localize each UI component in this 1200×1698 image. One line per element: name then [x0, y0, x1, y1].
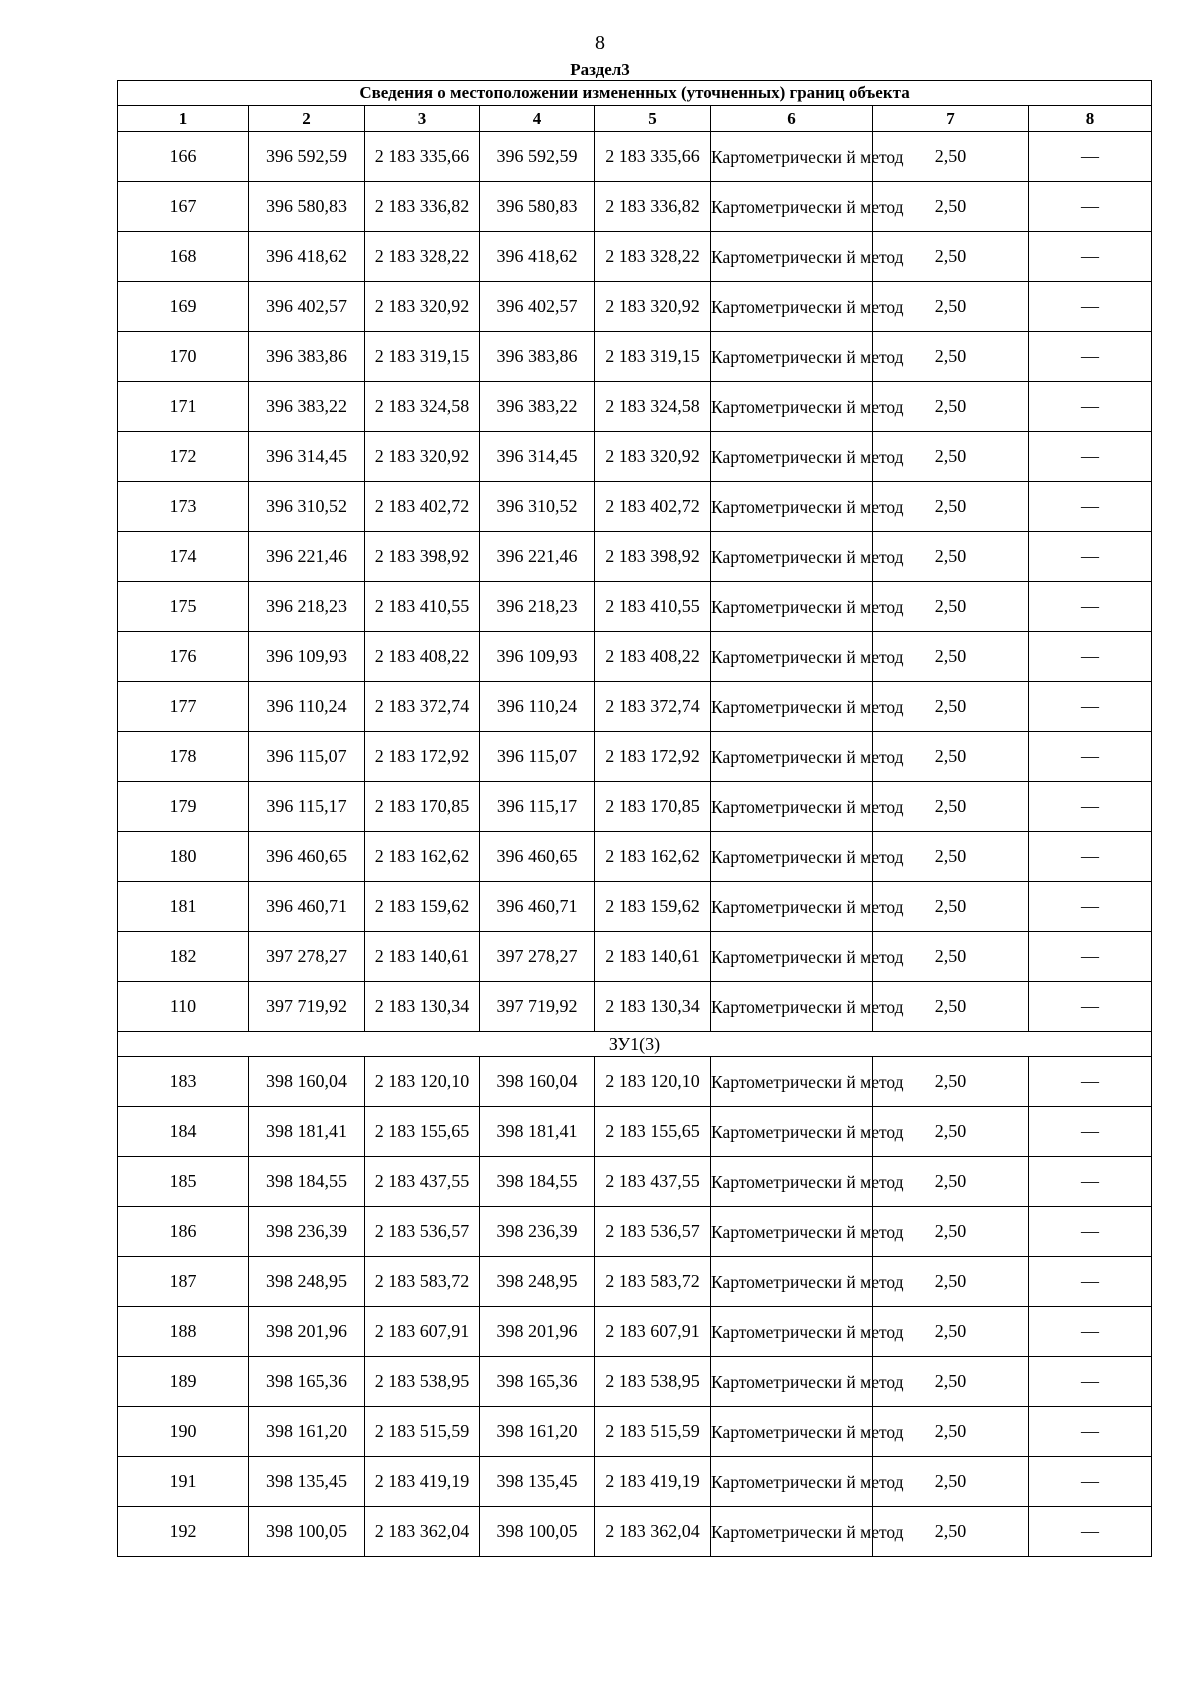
- y-new-cell: 2 183 170,85: [595, 782, 711, 832]
- table-row: [118, 1157, 1152, 1207]
- y-existing-cell: 2 183 408,22: [365, 632, 480, 682]
- description-cell: —: [1029, 1207, 1152, 1257]
- y-new-cell: 2 183 583,72: [595, 1257, 711, 1307]
- y-new-cell: 2 183 538,95: [595, 1357, 711, 1407]
- x-new-cell: 396 115,07: [480, 732, 595, 782]
- y-new-cell: 2 183 140,61: [595, 932, 711, 982]
- table-row: [118, 632, 1152, 682]
- y-existing-cell: 2 183 335,66: [365, 132, 480, 182]
- method-cell: Картометрически й метод: [711, 1307, 873, 1357]
- accuracy-cell: 2,50: [873, 532, 1029, 582]
- table-row: [118, 482, 1152, 532]
- method-cell: Картометрически й метод: [711, 282, 873, 332]
- x-new-cell: 398 181,41: [480, 1107, 595, 1157]
- method-cell: Картометрически й метод: [711, 1207, 873, 1257]
- x-new-cell: 396 115,17: [480, 782, 595, 832]
- column-number: 7: [873, 106, 1029, 132]
- table-row: [118, 1457, 1152, 1507]
- description-cell: —: [1029, 1457, 1152, 1507]
- accuracy-cell: 2,50: [873, 232, 1029, 282]
- accuracy-cell: 2,50: [873, 882, 1029, 932]
- accuracy-cell: 2,50: [873, 732, 1029, 782]
- description-cell: —: [1029, 1407, 1152, 1457]
- point-number-cell: 187: [118, 1257, 249, 1307]
- accuracy-cell: 2,50: [873, 582, 1029, 632]
- point-number-cell: 173: [118, 482, 249, 532]
- description-cell: —: [1029, 232, 1152, 282]
- description-cell: —: [1029, 382, 1152, 432]
- x-new-cell: 396 218,23: [480, 582, 595, 632]
- description-cell: —: [1029, 782, 1152, 832]
- column-number: 1: [118, 106, 249, 132]
- y-existing-cell: 2 183 402,72: [365, 482, 480, 532]
- accuracy-cell: 2,50: [873, 1257, 1029, 1307]
- y-existing-cell: 2 183 410,55: [365, 582, 480, 632]
- column-number: 6: [711, 106, 873, 132]
- x-new-cell: 397 278,27: [480, 932, 595, 982]
- accuracy-cell: 2,50: [873, 1207, 1029, 1257]
- y-new-cell: 2 183 320,92: [595, 282, 711, 332]
- y-new-cell: 2 183 335,66: [595, 132, 711, 182]
- point-number-cell: 188: [118, 1307, 249, 1357]
- description-cell: —: [1029, 1157, 1152, 1207]
- x-new-cell: 396 221,46: [480, 532, 595, 582]
- method-cell: Картометрически й метод: [711, 432, 873, 482]
- table-row: [118, 882, 1152, 932]
- method-cell: Картометрически й метод: [711, 132, 873, 182]
- x-existing-cell: 396 310,52: [249, 482, 365, 532]
- column-number: 4: [480, 106, 595, 132]
- y-existing-cell: 2 183 437,55: [365, 1157, 480, 1207]
- x-new-cell: 396 110,24: [480, 682, 595, 732]
- y-new-cell: 2 183 155,65: [595, 1107, 711, 1157]
- accuracy-cell: 2,50: [873, 1107, 1029, 1157]
- x-new-cell: 396 580,83: [480, 182, 595, 232]
- x-existing-cell: 396 383,86: [249, 332, 365, 382]
- point-number-cell: 182: [118, 932, 249, 982]
- table-row: [118, 682, 1152, 732]
- accuracy-cell: 2,50: [873, 982, 1029, 1032]
- accuracy-cell: 2,50: [873, 932, 1029, 982]
- y-new-cell: 2 183 120,10: [595, 1057, 711, 1107]
- y-new-cell: 2 183 402,72: [595, 482, 711, 532]
- x-existing-cell: 396 580,83: [249, 182, 365, 232]
- x-existing-cell: 396 460,71: [249, 882, 365, 932]
- y-new-cell: 2 183 328,22: [595, 232, 711, 282]
- x-existing-cell: 398 184,55: [249, 1157, 365, 1207]
- accuracy-cell: 2,50: [873, 632, 1029, 682]
- y-new-cell: 2 183 324,58: [595, 382, 711, 432]
- y-new-cell: 2 183 437,55: [595, 1157, 711, 1207]
- accuracy-cell: 2,50: [873, 282, 1029, 332]
- description-cell: —: [1029, 132, 1152, 182]
- y-new-cell: 2 183 130,34: [595, 982, 711, 1032]
- table-row: [118, 332, 1152, 382]
- x-existing-cell: 396 110,24: [249, 682, 365, 732]
- table-row: [118, 832, 1152, 882]
- point-number-cell: 170: [118, 332, 249, 382]
- x-existing-cell: 398 181,41: [249, 1107, 365, 1157]
- accuracy-cell: 2,50: [873, 1407, 1029, 1457]
- x-new-cell: 396 402,57: [480, 282, 595, 332]
- y-existing-cell: 2 183 155,65: [365, 1107, 480, 1157]
- y-existing-cell: 2 183 172,92: [365, 732, 480, 782]
- x-existing-cell: 398 100,05: [249, 1507, 365, 1557]
- y-existing-cell: 2 183 538,95: [365, 1357, 480, 1407]
- table-caption-row: [118, 81, 1152, 106]
- x-existing-cell: 396 218,23: [249, 582, 365, 632]
- x-existing-cell: 396 402,57: [249, 282, 365, 332]
- table-row: [118, 282, 1152, 332]
- description-cell: —: [1029, 882, 1152, 932]
- y-new-cell: 2 183 607,91: [595, 1307, 711, 1357]
- y-existing-cell: 2 183 362,04: [365, 1507, 480, 1557]
- description-cell: —: [1029, 1357, 1152, 1407]
- y-new-cell: 2 183 362,04: [595, 1507, 711, 1557]
- point-number-cell: 168: [118, 232, 249, 282]
- point-number-cell: 177: [118, 682, 249, 732]
- method-cell: Картометрически й метод: [711, 532, 873, 582]
- method-cell: Картометрически й метод: [711, 1357, 873, 1407]
- y-new-cell: 2 183 172,92: [595, 732, 711, 782]
- group-label: ЗУ1(3): [118, 1032, 1152, 1057]
- method-cell: Картометрически й метод: [711, 882, 873, 932]
- x-new-cell: 396 460,71: [480, 882, 595, 932]
- description-cell: —: [1029, 432, 1152, 482]
- table-row: [118, 1357, 1152, 1407]
- table-row: [118, 1057, 1152, 1107]
- column-number: 3: [365, 106, 480, 132]
- method-cell: Картометрически й метод: [711, 632, 873, 682]
- method-cell: Картометрически й метод: [711, 582, 873, 632]
- point-number-cell: 176: [118, 632, 249, 682]
- description-cell: —: [1029, 582, 1152, 632]
- y-existing-cell: 2 183 319,15: [365, 332, 480, 382]
- point-number-cell: 169: [118, 282, 249, 332]
- y-new-cell: 2 183 372,74: [595, 682, 711, 732]
- column-number: 2: [249, 106, 365, 132]
- x-existing-cell: 396 418,62: [249, 232, 365, 282]
- point-number-cell: 189: [118, 1357, 249, 1407]
- y-new-cell: 2 183 410,55: [595, 582, 711, 632]
- point-number-cell: 184: [118, 1107, 249, 1157]
- description-cell: —: [1029, 1057, 1152, 1107]
- y-existing-cell: 2 183 419,19: [365, 1457, 480, 1507]
- accuracy-cell: 2,50: [873, 1457, 1029, 1507]
- x-existing-cell: 398 165,36: [249, 1357, 365, 1407]
- table-row: [118, 982, 1152, 1032]
- description-cell: —: [1029, 632, 1152, 682]
- x-existing-cell: 398 201,96: [249, 1307, 365, 1357]
- method-cell: Картометрически й метод: [711, 382, 873, 432]
- x-existing-cell: 398 135,45: [249, 1457, 365, 1507]
- x-existing-cell: 396 115,17: [249, 782, 365, 832]
- description-cell: —: [1029, 1307, 1152, 1357]
- y-existing-cell: 2 183 583,72: [365, 1257, 480, 1307]
- table-row: [118, 582, 1152, 632]
- x-existing-cell: 397 278,27: [249, 932, 365, 982]
- y-existing-cell: 2 183 328,22: [365, 232, 480, 282]
- description-cell: —: [1029, 1507, 1152, 1557]
- point-number-cell: 166: [118, 132, 249, 182]
- accuracy-cell: 2,50: [873, 682, 1029, 732]
- method-cell: Картометрически й метод: [711, 182, 873, 232]
- description-cell: —: [1029, 332, 1152, 382]
- point-number-cell: 180: [118, 832, 249, 882]
- y-new-cell: 2 183 319,15: [595, 332, 711, 382]
- y-new-cell: 2 183 419,19: [595, 1457, 711, 1507]
- x-existing-cell: 396 115,07: [249, 732, 365, 782]
- x-existing-cell: 396 314,45: [249, 432, 365, 482]
- method-cell: Картометрически й метод: [711, 1257, 873, 1307]
- x-existing-cell: 398 236,39: [249, 1207, 365, 1257]
- description-cell: —: [1029, 682, 1152, 732]
- point-number-cell: 171: [118, 382, 249, 432]
- point-number-cell: 174: [118, 532, 249, 582]
- y-existing-cell: 2 183 320,92: [365, 282, 480, 332]
- x-existing-cell: 398 161,20: [249, 1407, 365, 1457]
- accuracy-cell: 2,50: [873, 132, 1029, 182]
- accuracy-cell: 2,50: [873, 782, 1029, 832]
- x-new-cell: 398 161,20: [480, 1407, 595, 1457]
- x-new-cell: 396 383,86: [480, 332, 595, 382]
- x-new-cell: 396 310,52: [480, 482, 595, 532]
- y-existing-cell: 2 183 536,57: [365, 1207, 480, 1257]
- y-existing-cell: 2 183 170,85: [365, 782, 480, 832]
- accuracy-cell: 2,50: [873, 1357, 1029, 1407]
- x-existing-cell: 396 383,22: [249, 382, 365, 432]
- table-row: [118, 782, 1152, 832]
- point-number-cell: 175: [118, 582, 249, 632]
- method-cell: Картометрически й метод: [711, 932, 873, 982]
- table-caption: Сведения о местоположении измененных (уточненных) границ объекта: [118, 81, 1152, 106]
- x-existing-cell: 396 221,46: [249, 532, 365, 582]
- x-existing-cell: 396 460,65: [249, 832, 365, 882]
- table-body: [118, 81, 1152, 1557]
- y-new-cell: 2 183 159,62: [595, 882, 711, 932]
- method-cell: Картометрически й метод: [711, 1107, 873, 1157]
- coordinates-table: [117, 80, 1152, 1557]
- point-number-cell: 183: [118, 1057, 249, 1107]
- x-existing-cell: 397 719,92: [249, 982, 365, 1032]
- description-cell: —: [1029, 1107, 1152, 1157]
- x-new-cell: 397 719,92: [480, 982, 595, 1032]
- table-row: [118, 932, 1152, 982]
- method-cell: Картометрически й метод: [711, 982, 873, 1032]
- y-new-cell: 2 183 408,22: [595, 632, 711, 682]
- method-cell: Картометрически й метод: [711, 1057, 873, 1107]
- table-row: [118, 382, 1152, 432]
- x-new-cell: 398 135,45: [480, 1457, 595, 1507]
- method-cell: Картометрически й метод: [711, 832, 873, 882]
- x-existing-cell: 398 248,95: [249, 1257, 365, 1307]
- table-row: [118, 1257, 1152, 1307]
- table-row: [118, 232, 1152, 282]
- table-row: [118, 432, 1152, 482]
- column-number: 5: [595, 106, 711, 132]
- x-new-cell: 398 236,39: [480, 1207, 595, 1257]
- method-cell: Картометрически й метод: [711, 1457, 873, 1507]
- method-cell: Картометрически й метод: [711, 1507, 873, 1557]
- y-new-cell: 2 183 336,82: [595, 182, 711, 232]
- x-new-cell: 398 184,55: [480, 1157, 595, 1207]
- point-number-cell: 172: [118, 432, 249, 482]
- y-new-cell: 2 183 320,92: [595, 432, 711, 482]
- x-existing-cell: 396 592,59: [249, 132, 365, 182]
- table-row: [118, 132, 1152, 182]
- x-new-cell: 396 418,62: [480, 232, 595, 282]
- table-row: [118, 1407, 1152, 1457]
- accuracy-cell: 2,50: [873, 1057, 1029, 1107]
- y-existing-cell: 2 183 130,34: [365, 982, 480, 1032]
- accuracy-cell: 2,50: [873, 1157, 1029, 1207]
- description-cell: —: [1029, 832, 1152, 882]
- accuracy-cell: 2,50: [873, 832, 1029, 882]
- table-row: [118, 1107, 1152, 1157]
- method-cell: Картометрически й метод: [711, 1157, 873, 1207]
- point-number-cell: 178: [118, 732, 249, 782]
- accuracy-cell: 2,50: [873, 482, 1029, 532]
- x-new-cell: 398 248,95: [480, 1257, 595, 1307]
- point-number-cell: 110: [118, 982, 249, 1032]
- x-new-cell: 398 201,96: [480, 1307, 595, 1357]
- x-new-cell: 398 100,05: [480, 1507, 595, 1557]
- column-number: 8: [1029, 106, 1152, 132]
- description-cell: —: [1029, 282, 1152, 332]
- x-new-cell: 396 460,65: [480, 832, 595, 882]
- point-number-cell: 192: [118, 1507, 249, 1557]
- accuracy-cell: 2,50: [873, 1507, 1029, 1557]
- table-row: [118, 732, 1152, 782]
- description-cell: —: [1029, 482, 1152, 532]
- y-existing-cell: 2 183 336,82: [365, 182, 480, 232]
- point-number-cell: 186: [118, 1207, 249, 1257]
- column-number-row: [118, 106, 1152, 132]
- description-cell: —: [1029, 182, 1152, 232]
- method-cell: Картометрически й метод: [711, 332, 873, 382]
- table-row: [118, 1207, 1152, 1257]
- point-number-cell: 167: [118, 182, 249, 232]
- description-cell: —: [1029, 532, 1152, 582]
- method-cell: Картометрически й метод: [711, 682, 873, 732]
- y-existing-cell: 2 183 607,91: [365, 1307, 480, 1357]
- y-new-cell: 2 183 162,62: [595, 832, 711, 882]
- description-cell: —: [1029, 1257, 1152, 1307]
- accuracy-cell: 2,50: [873, 432, 1029, 482]
- table-row: [118, 1307, 1152, 1357]
- x-new-cell: 396 592,59: [480, 132, 595, 182]
- x-existing-cell: 396 109,93: [249, 632, 365, 682]
- y-new-cell: 2 183 515,59: [595, 1407, 711, 1457]
- accuracy-cell: 2,50: [873, 332, 1029, 382]
- accuracy-cell: 2,50: [873, 1307, 1029, 1357]
- section-title: Раздел3: [570, 60, 630, 79]
- x-existing-cell: 398 160,04: [249, 1057, 365, 1107]
- x-new-cell: 396 314,45: [480, 432, 595, 482]
- y-existing-cell: 2 183 140,61: [365, 932, 480, 982]
- x-new-cell: 396 383,22: [480, 382, 595, 432]
- y-existing-cell: 2 183 120,10: [365, 1057, 480, 1107]
- y-existing-cell: 2 183 372,74: [365, 682, 480, 732]
- table-row: [118, 182, 1152, 232]
- y-new-cell: 2 183 398,92: [595, 532, 711, 582]
- y-existing-cell: 2 183 324,58: [365, 382, 480, 432]
- point-number-cell: 185: [118, 1157, 249, 1207]
- method-cell: Картометрически й метод: [711, 482, 873, 532]
- point-number-cell: 190: [118, 1407, 249, 1457]
- accuracy-cell: 2,50: [873, 382, 1029, 432]
- method-cell: Картометрически й метод: [711, 232, 873, 282]
- point-number-cell: 191: [118, 1457, 249, 1507]
- point-number-cell: 181: [118, 882, 249, 932]
- y-existing-cell: 2 183 162,62: [365, 832, 480, 882]
- page-number: 8: [595, 32, 605, 54]
- x-new-cell: 396 109,93: [480, 632, 595, 682]
- point-number-cell: 179: [118, 782, 249, 832]
- x-new-cell: 398 160,04: [480, 1057, 595, 1107]
- table-row: [118, 1507, 1152, 1557]
- y-existing-cell: 2 183 398,92: [365, 532, 480, 582]
- method-cell: Картометрически й метод: [711, 1407, 873, 1457]
- table-row: [118, 532, 1152, 582]
- y-existing-cell: 2 183 320,92: [365, 432, 480, 482]
- y-new-cell: 2 183 536,57: [595, 1207, 711, 1257]
- method-cell: Картометрически й метод: [711, 782, 873, 832]
- x-new-cell: 398 165,36: [480, 1357, 595, 1407]
- description-cell: —: [1029, 732, 1152, 782]
- description-cell: —: [1029, 982, 1152, 1032]
- group-label-row: [118, 1032, 1152, 1057]
- method-cell: Картометрически й метод: [711, 732, 873, 782]
- y-existing-cell: 2 183 515,59: [365, 1407, 480, 1457]
- description-cell: —: [1029, 932, 1152, 982]
- accuracy-cell: 2,50: [873, 182, 1029, 232]
- y-existing-cell: 2 183 159,62: [365, 882, 480, 932]
